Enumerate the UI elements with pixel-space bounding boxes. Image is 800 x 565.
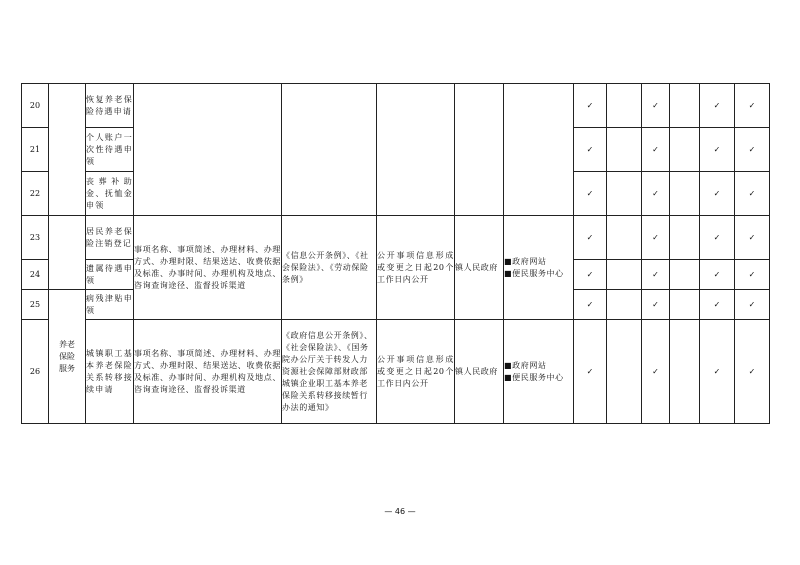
check-mark: ✓ [642, 260, 670, 290]
row-number: 25 [22, 290, 49, 320]
check-mark: ✓ [735, 290, 770, 320]
basis-cell: 《信息公开条例》、《社会保险法》、《劳动保险条例》 [282, 216, 377, 320]
check-mark: ✓ [700, 84, 735, 128]
check-mark: ✓ [574, 84, 607, 128]
channel-website: ■政府网站 [504, 360, 547, 370]
channel-service-center: ■便民服务中心 [504, 268, 564, 278]
row-number: 21 [22, 128, 49, 172]
category-label: 养老保险服务 [49, 290, 86, 424]
basis-cell: 《政府信息公开条例》、《社会保险法》、《国务院办公厅关于转发人力资源社会保障部财政部城镇企业职工基本养老保险关系转移接续暂行办法的通知》 [282, 320, 377, 424]
content-cell: 事项名称、事项简述、办理材料、办理方式、办理时限、结果送达、收费依据及标准、办事时间、办理机构及地点、咨询查询途径、监督投诉渠道 [134, 216, 282, 320]
subject-cell [455, 84, 504, 216]
check-mark: ✓ [574, 320, 607, 424]
item-name: 城镇职工基本养老保险关系转移接续申请 [86, 320, 134, 424]
check-cell [670, 172, 700, 216]
check-cell [607, 216, 642, 260]
check-cell [670, 128, 700, 172]
item-name: 病残津贴申领 [86, 290, 134, 320]
subject-cell: 镇人民政府 [455, 216, 504, 320]
table-body [22, 84, 770, 424]
check-mark: ✓ [642, 172, 670, 216]
item-name: 丧葬补助金、抚恤金申领 [86, 172, 134, 216]
row-number: 24 [22, 260, 49, 290]
item-name: 个人账户一次性待遇申领 [86, 128, 134, 172]
check-mark: ✓ [700, 128, 735, 172]
check-mark: ✓ [642, 216, 670, 260]
content-cell: 事项名称、事项简述、办理材料、办理方式、办理时限、结果送达、收费依据及标准、办事时间、办理机构及地点、咨询查询途径、监督投诉渠道 [134, 320, 282, 424]
timing-cell [377, 84, 455, 216]
check-cell [670, 216, 700, 260]
row-number: 26 [22, 320, 49, 424]
check-mark: ✓ [642, 128, 670, 172]
check-cell [607, 172, 642, 216]
check-mark: ✓ [574, 128, 607, 172]
disclosure-table [21, 83, 770, 424]
check-mark: ✓ [735, 216, 770, 260]
check-mark: ✓ [700, 216, 735, 260]
check-mark: ✓ [735, 128, 770, 172]
row-number: 22 [22, 172, 49, 216]
item-name: 遗属待遇申领 [86, 260, 134, 290]
check-mark: ✓ [735, 84, 770, 128]
check-mark: ✓ [700, 290, 735, 320]
check-cell [670, 290, 700, 320]
page-number: — 46 — [384, 507, 416, 516]
check-cell [607, 128, 642, 172]
channel-website: ■政府网站 [504, 256, 547, 266]
table-row [22, 216, 770, 260]
check-mark: ✓ [574, 216, 607, 260]
check-cell [670, 260, 700, 290]
content-cell [134, 84, 282, 216]
check-mark: ✓ [574, 290, 607, 320]
basis-cell [282, 84, 377, 216]
timing-cell: 公开事项信息形成或变更之日起20个工作日内公开 [377, 320, 455, 424]
check-cell [607, 84, 642, 128]
check-cell [670, 320, 700, 424]
check-mark: ✓ [700, 260, 735, 290]
item-name: 居民养老保险注销登记 [86, 216, 134, 260]
check-mark: ✓ [642, 320, 670, 424]
check-mark: ✓ [700, 172, 735, 216]
check-mark: ✓ [735, 320, 770, 424]
item-name: 恢复养老保险待遇申请 [86, 84, 134, 128]
channel-service-center: ■便民服务中心 [504, 372, 564, 382]
row-number: 23 [22, 216, 49, 260]
check-mark: ✓ [642, 84, 670, 128]
table-row [22, 320, 770, 424]
check-cell [607, 260, 642, 290]
category-cell [49, 216, 86, 290]
row-number: 20 [22, 84, 49, 128]
table-row [22, 84, 770, 128]
channel-cell [504, 320, 574, 424]
check-cell [607, 290, 642, 320]
subject-cell: 镇人民政府 [455, 320, 504, 424]
channel-cell [504, 216, 574, 320]
check-mark: ✓ [574, 172, 607, 216]
check-mark: ✓ [642, 290, 670, 320]
check-mark: ✓ [574, 260, 607, 290]
channel-cell [504, 84, 574, 216]
check-mark: ✓ [735, 260, 770, 290]
category-cell [49, 84, 86, 216]
check-mark: ✓ [735, 172, 770, 216]
check-mark: ✓ [700, 320, 735, 424]
timing-cell: 公开事项信息形成或变更之日起20个工作日内公开 [377, 216, 455, 320]
check-cell [607, 320, 642, 424]
check-cell [670, 84, 700, 128]
